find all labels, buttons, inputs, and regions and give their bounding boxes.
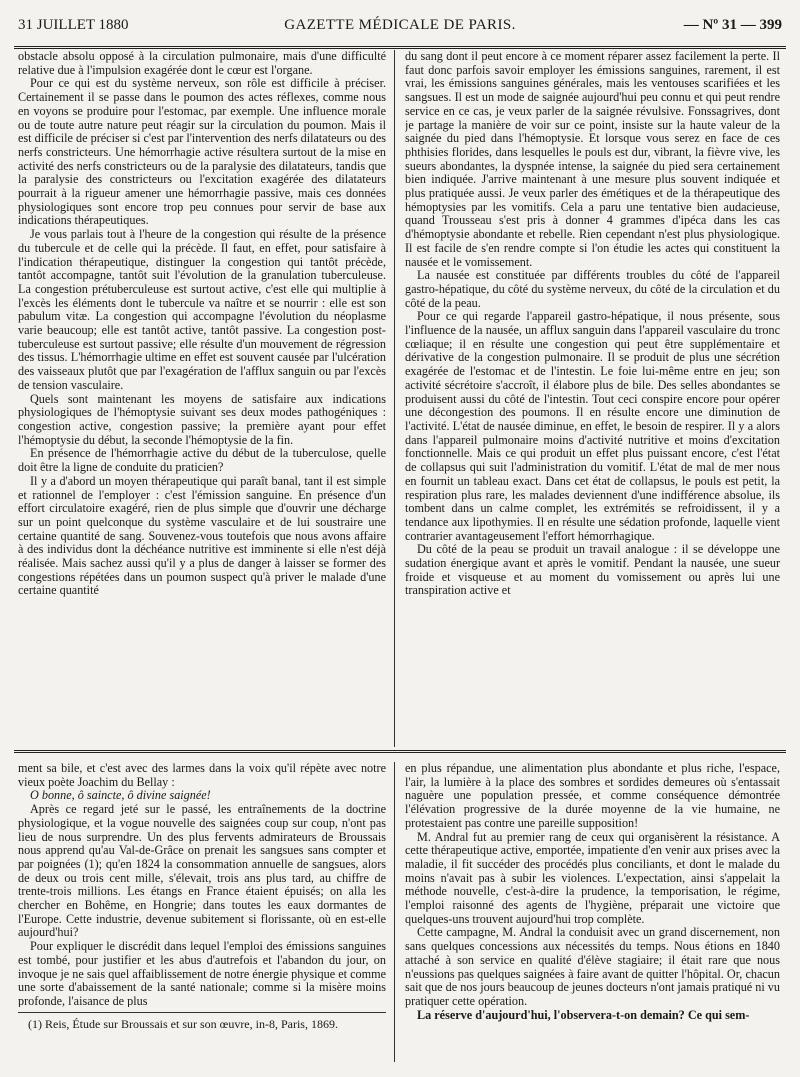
paragraph: Pour ce qui regarde l'appareil gastro-hépatique, il nous présente, sous l'influence de la nausée, un afflux sanguin dans l'appareil vasculaire du tronc cœliaque; il en résulte une congestion qui peut être supplémentaire et dérivative de la congestion pulmonaire. Il se produit de plus une sécrétion exagérée de l'estomac et de l'intestin. Le foie lui-même entre en jeu; son activité sécrétoire s'accroît, il élabore plus de bile. Des selles abondantes se produisent aussi du côté de l'intestin. Tout ceci conspire encore pour opérer une décongestion des poumons. Il en résulte encore une diminution de l'activité. L'état de nausée diminue, en effet, le besoin de respirer. Il y a alors dans l'appareil pulmonaire moins d'activité nutritive et moins d'excitation fonctionnelle. Mais ce qui produit un effet plus puissant encore, c'est l'état de collapsus qui suit l'administration du vomitif. L'état de mal de mer nous en fournit un tableau exact. Dans cet état de collapsus, le pouls est petit, la respiration plus rare, les malades deviennent d'une indifférence absolue, ils tombent dans un calme complet, les extrémités se refroidissent, il y a tendance aux lipothymies. Il en résulte une sédation profonde, laquelle vient contrarier avantageusement l'effort hémorrhagique. xyxy=(405,309,780,543)
upper-right-column xyxy=(405,50,780,747)
lower-left-column xyxy=(18,762,386,1007)
footnote-text: (1) Reis, Étude sur Broussais et sur son œuvre, in-8, Paris, 1869. xyxy=(28,1017,338,1031)
paragraph: Je vous parlais tout à l'heure de la congestion qui résulte de la présence du tubercule et de celle qui la précède. Il faut, en effet, pour satisfaire à l'indication thérapeutique, distinguer la congestion qui tantôt précède, tantôt accompagne, tantôt suit l'évolution de la granulation tuberculeuse. La congestion prétuberculeuse est surtout active, c'est elle qui multiplie à l'excès les éléments dont le tubercule va naître et se nourrir : elle est son pabulum vitæ. La congestion qui accompagne l'évolution du néoplasme varie beaucoup; elle est tantôt active, tantôt passive. La congestion post-tuberculeuse est surtout passive; elle résulte d'un mouvement de régression des tissus. L'hémorrhagie ultime en effet est souvent causée par l'ulcération des vaisseaux plutôt que par l'exagération de l'afflux sanguin ou par l'excès de tension vasculaire. xyxy=(18,227,386,392)
lower-right-column xyxy=(405,762,780,1062)
paragraph: Cette campagne, M. Andral la conduisit avec un grand discernement, non sans quelques concessions aux nécessités du temps. Nous étions en 1840 attaché à son service en qualité d'élève stagiaire; il était rare que nous n'eussions pas quelques saignées à faire avant de quitter l'hôpital. Or, chacun sait que de nos jours beaucoup de jeunes docteurs n'ont jamais pratiqué ni vu pratiquer cette opération. xyxy=(405,925,780,1008)
paragraph: Pour ce qui est du système nerveux, son rôle est difficile à préciser. Certainement il se passe dans le poumon des actes réflexes, comme nous en voyons se produire pour l'estomac, par exemple. Une influence morale ou de toute autre nature peut réagir sur la circulation du poumon. Mais il est difficile de préciser si c'est par l'intervention des nerfs dilatateurs ou des nerfs constricteurs. Une hémorrhagie active résultera surtout de la mise en activité des nerfs constricteurs ou de la paralysie des dilatateurs, tandis que la paralysie des constricteurs ou l'excitation exagérée des dilatateurs pourrait à la rigueur amener une hémorrhagie passive, mais ces données physiologiques sont encore trop peu connues pour servir de base aux indications thérapeutiques. xyxy=(18,76,386,228)
footnote xyxy=(18,1017,386,1031)
paragraph: en plus répandue, une alimentation plus abondante et plus riche, l'espace, l'air, la lumière à la place des sombres et sordides demeures où s'entassait naguère une population pressée, et comme conséquence démontrée l'élévation progressive de la durée moyenne de la vie humaine, ne protestaient pas contre une pareille supposition! xyxy=(405,762,780,830)
upper-left-column xyxy=(18,50,386,747)
verse-quote: O bonne, ô saincte, ô divine saignée! xyxy=(30,788,211,803)
journal-title: GAZETTE MÉDICALE DE PARIS. xyxy=(284,17,516,33)
paragraph: En présence de l'hémorrhagie active du début de la tuberculose, quelle doit être la ligne de conduite du praticien? xyxy=(18,446,386,475)
paragraph: Pour expliquer le discrédit dans lequel l'emploi des émissions sanguines est tombé, pour justifier et les abus d'autrefois et l'abandon du jour, on invoque je ne sais quel affaiblissement de notre énergie physique et comme une sorte d'abaissement de la santé nationale; comme si la misère moins profonde, l'aisance de plus xyxy=(18,939,386,1007)
paragraph: Après ce regard jeté sur le passé, les entraînements de la doctrine physiologique, et la vogue nouvelle des saignées coup sur coup, n'ont pas lieu de nous surprendre. Un des plus fervents admirateurs de Broussais nous apprend qu'au Val-de-Grâce on prenait les sangsues sans compter et par poignées (1); qu'en 1824 la consommation annuelle de sangsues, alors de deux ou trois cent mille, s'élevait, trois ans plus tard, au chiffre de trente-trois millions. Les étangs en France étaient épuisés; on alla les chercher en Bohême, en Hongrie; dans toutes les eaux dormantes de l'Europe. Cette industrie, devenue subitement si florissante, où en est-elle aujourd'hui? xyxy=(18,802,386,940)
page-header xyxy=(18,12,782,38)
paragraph: Il y a d'abord un moyen thérapeutique qui paraît banal, tant il est simple et rationnel de l'employer : c'est l'émission sanguine. En présence d'un effort circulatoire exagéré, rien de plus simple que d'ouvrir une décharge sur un point quelconque du système vasculaire et de lui soustraire une certaine quantité de sang. Souvenez-vous toutefois que nous avons affaire à des individus dont la déchéance nutritive est imminente si elle n'est déjà réalisée. Mais sachez aussi qu'il y a plus de danger à laisser se former des congestions répétées dans un poumon suspect qu'à priver le malade d'une certaine quantité xyxy=(18,473,386,598)
paragraph: du sang dont il peut encore à ce moment réparer assez facilement la perte. Il faut donc parfois savoir employer les émissions sanguines, rarement, il est vrai, les émissions sanguines générales, mais les ventouses scarifiées et les sangsues. Il est un mode de saignée aujourd'hui peu connu et qui peut rendre service en ce cas, je veux parler de la saignée révulsive. Fonssagrives, dont je partage la manière de voir sur ce point, insiste sur la haute valeur de la saignée du pied dans l'hémoptysie. Et lorsque vous serez en face de ces phthisies florides, dans lesquelles le pouls est dur, vibrant, la fièvre vive, les sueurs abondantes, la dyspnée intense, la saignée du pied sera certainement bien indiquée. J'arrive maintenant à une mesure plus souvent indiquée et plus pratiquée aussi. Je veux parler des émétiques et de la thérapeutique des hémoptysies par les vomitifs. Cela a paru une tentative bien audacieuse, quand Trousseau s'est pris à donner 4 grammes d'ipéca dans les cas d'hémoptysie abondante et rebelle. Rien cependant n'est plus physiologique. Il est facile de s'en rendre compte si l'on étudie les actes qui constituent la nausée et le vomissement. xyxy=(405,50,780,269)
paragraph: Du côté de la peau se produit un travail analogue : il se développe une sudation énergique avant et après le vomitif. Pendant la nausée, une sueur froide et visqueuse et au moment du vomissement ou après lui une transpiration active et xyxy=(405,542,780,598)
header-rule xyxy=(14,46,786,49)
paragraph: Quels sont maintenant les moyens de satisfaire aux indications physiologiques de l'hémoptysie suivant ses deux modes pathogéniques : congestion active, congestion passive; la première ayant pour effet l'hémoptysie du début, la seconde l'hémoptysie de la fin. xyxy=(18,391,386,447)
footnote-rule xyxy=(18,1012,386,1013)
issue-page-number: — Nº 31 — 399 xyxy=(683,17,782,33)
column-divider xyxy=(394,762,395,1062)
section-divider xyxy=(14,750,786,753)
paragraph: La nausée est constituée par différents troubles du côté de l'appareil gastro-hépatique, du côté du système nerveux, du côté de la circulation et du côté de la peau. xyxy=(405,268,780,310)
paragraph: ment sa bile, et c'est avec des larmes dans la voix qu'il répète avec notre vieux poète Joachim du Bellay : xyxy=(18,762,386,789)
issue-date: 31 JUILLET 1880 xyxy=(18,17,129,33)
paragraph: M. Andral fut au premier rang de ceux qui organisèrent la résistance. A cette thérapeutique active, emportée, impatiente d'en venir aux prises avec la maladie, il fit succéder des procédés plus conciliants, et dont le malade du moins n'avait pas à subir les violences. L'expectation, ainsi s'appelait la méthode nouvelle, c'est-à-dire la prudence, la temporisation, le régime, l'emploi raisonné des agents de l'hygiène, préparait une victoire que quelques-uns trouvent aujourd'hui trop complète. xyxy=(405,829,780,926)
paragraph: obstacle absolu opposé à la circulation pulmonaire, mais d'une difficulté relative due à l'impulsion exagérée dont le cœur est l'organe. xyxy=(18,50,386,77)
column-divider xyxy=(394,50,395,747)
paragraph: La réserve d'aujourd'hui, l'observera-t-on demain? Ce qui sem- xyxy=(417,1007,750,1022)
